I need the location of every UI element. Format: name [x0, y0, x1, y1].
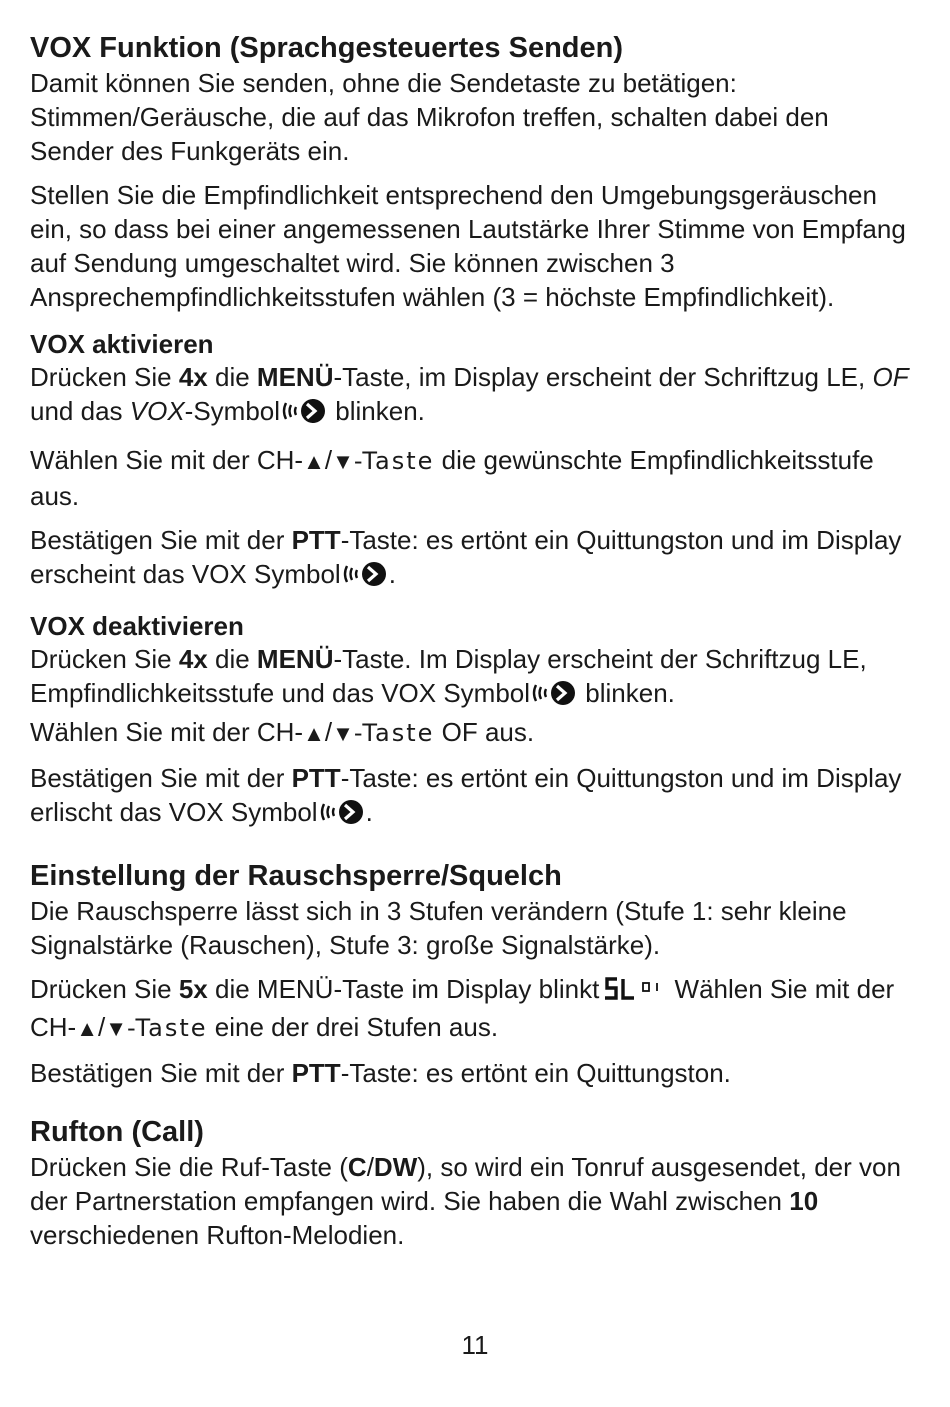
vox-heading: VOX Funktion (Sprachgesteuertes Senden)	[30, 32, 623, 64]
squelch-heading: Einstellung der Rauschsperre/Squelch	[30, 860, 562, 892]
page-number: 11	[461, 1330, 489, 1360]
squelch-step-2: Bestätigen Sie mit der PTT-Taste: es ertönt ein Quittungston.	[30, 1058, 731, 1088]
vox-activate-heading: VOX aktivieren	[30, 329, 214, 359]
vox-activate-step-3: Bestätigen Sie mit der PTT-Taste: es ertönt ein Quittungston und im Display erscheint das VOX Symbol .	[30, 523, 910, 596]
squelch-step-1: Drücken Sie 5x die MENÜ-Taste im Display blinkt Wählen Sie mit der CH-▲/▼-Taste eine der drei Stufen aus.	[30, 974, 895, 1042]
vox-symbol-icon	[282, 397, 326, 433]
vox-deactivate-heading: VOX deaktivieren	[30, 611, 244, 641]
vox-deactivate-step-3: Bestätigen Sie mit der PTT-Taste: es ertönt ein Quittungston und im Display erlischt das VOX Symbol .	[30, 761, 910, 834]
vox-activate-step-1: Drücken Sie 4x die MENÜ-Taste, im Display erscheint der Schriftzug LE, OF und das VOX-Symbol blinken.	[30, 360, 910, 433]
squelch-display-icon	[603, 976, 663, 1010]
vox-intro-1: Damit können Sie senden, ohne die Sendetaste zu betätigen: Stimmen/Geräusche, die auf das Mikrofon treffen, schalten dabei den Sender des Funkgeräts ein.	[30, 68, 829, 166]
manual-page	[30, 30, 910, 1262]
vox-intro-2: Stellen Sie die Empfindlichkeit entsprechend den Umgebungsgeräuschen ein, so dass bei einer angemessenen Lautstärke Ihrer Stimme von Empfang auf Sendung umgeschaltet wird. Sie können zwischen 3 Ansprechempfindlichkeitsstufen wählen (3 = höchste Empfindlichkeit).	[30, 180, 906, 312]
vox-symbol-icon	[320, 798, 364, 834]
vox-deactivate-step-2: Wählen Sie mit der CH-▲/▼-Taste OF aus.	[30, 717, 535, 747]
vox-symbol-icon	[532, 679, 576, 715]
call-paragraph: Drücken Sie die Ruf-Taste (C/DW), so wird ein Tonruf ausgesendet, der von der Partnerstation empfangen wird. Sie haben die Wahl zwischen 10 verschiedenen Rufton-Melodien.	[30, 1152, 901, 1250]
vox-activate-step-2: Wählen Sie mit der CH-▲/▼-Taste die gewünschte Empfindlichkeitsstufe aus.	[30, 445, 874, 511]
vox-deactivate-step-1: Drücken Sie 4x die MENÜ-Taste. Im Display erscheint der Schriftzug LE, Empfindlichkeitsstufe und das VOX Symbol blinken.	[30, 642, 910, 715]
squelch-intro: Die Rauschsperre lässt sich in 3 Stufen verändern (Stufe 1: sehr kleine Signalstärke (Rauschen), Stufe 3: große Signalstärke).	[30, 896, 847, 960]
call-heading: Rufton (Call)	[30, 1116, 204, 1148]
vox-symbol-icon	[343, 560, 387, 596]
